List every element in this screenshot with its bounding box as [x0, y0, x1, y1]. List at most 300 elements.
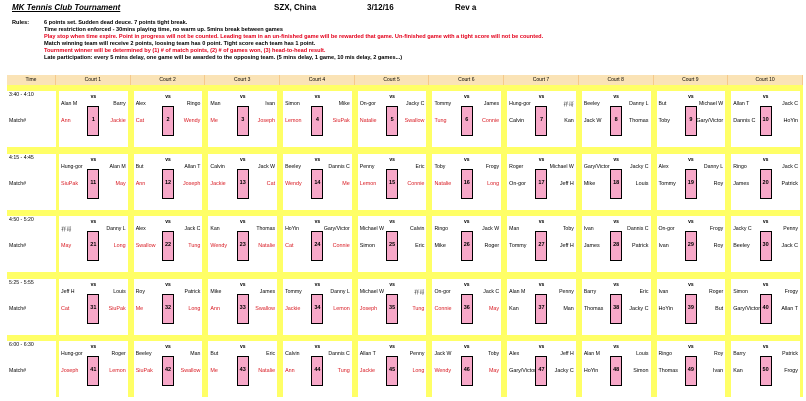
match-number: 50 — [762, 366, 769, 373]
player-home-2: Ann — [210, 305, 220, 312]
match-number-box — [386, 294, 398, 324]
player-away-1: Dannis C — [328, 350, 350, 357]
match-cell — [131, 341, 206, 397]
player-away-2: Roy — [713, 243, 724, 250]
match-number-box — [237, 231, 249, 261]
player-away-1: Eric — [266, 350, 276, 357]
player-away-2: Patrick — [632, 243, 649, 250]
player-away-1: Frogy — [784, 288, 798, 295]
match-number-box — [311, 231, 323, 261]
match-number: 17 — [538, 179, 545, 186]
vs-label: vs — [389, 343, 395, 350]
player-home-2: Lemon — [285, 118, 302, 125]
player-away-2: Natalie — [258, 243, 276, 250]
match-top — [731, 343, 800, 351]
player-home-1: Roy — [135, 288, 145, 295]
player-away-2: Roger — [484, 243, 500, 250]
player-home-2: Simon — [359, 243, 376, 250]
player-away-2: Jacky C — [554, 367, 574, 374]
match-top — [432, 156, 501, 164]
match-top — [134, 156, 203, 164]
match-number: 38 — [613, 304, 620, 311]
match-number-box — [610, 231, 622, 261]
match-top — [582, 343, 651, 351]
match-number: 16 — [463, 179, 470, 186]
match-number-box — [162, 231, 174, 261]
time-slot-row — [7, 154, 803, 210]
vs-label: vs — [464, 219, 470, 226]
vs-label: vs — [762, 281, 769, 288]
player-home-1: Beeley — [583, 101, 600, 108]
revision-label: Rev a — [455, 3, 477, 12]
match-number: 45 — [389, 366, 396, 373]
vs-label: vs — [464, 94, 470, 101]
match-number: 18 — [613, 179, 620, 186]
match-top — [507, 218, 576, 226]
match-number: 40 — [762, 304, 769, 311]
vs-label: vs — [165, 281, 171, 288]
player-home-2: Cat — [61, 305, 70, 312]
player-home-2: Mike — [434, 243, 446, 250]
match-number: 29 — [687, 242, 694, 249]
match-top — [59, 93, 128, 101]
player-home-1: Barry — [583, 288, 597, 295]
match-number: 41 — [90, 366, 97, 373]
player-away-2: Ivan — [712, 367, 724, 374]
player-away-2: Joseph — [182, 180, 201, 187]
player-away-1: Barry — [113, 101, 126, 108]
player-away-2: Natalie — [258, 367, 276, 374]
player-away-1: James — [483, 101, 500, 108]
player-home-1: Simon — [733, 288, 748, 295]
match-cell — [429, 216, 504, 272]
match-top — [507, 281, 576, 289]
player-home-2: On-gor — [509, 180, 526, 187]
player-away-1: Penny — [559, 288, 574, 295]
match-cell — [56, 216, 131, 272]
player-away-2: Long — [113, 243, 126, 250]
match-cell — [131, 154, 206, 210]
match-top — [59, 218, 128, 226]
match-top — [432, 93, 501, 101]
match-number: 20 — [762, 179, 769, 186]
match-cell — [579, 91, 654, 147]
match-number: 28 — [613, 242, 620, 249]
player-home-1: Beeley — [135, 350, 152, 357]
match-cell — [504, 91, 579, 147]
match-number: 26 — [463, 242, 470, 249]
player-away-2: Swallow — [180, 367, 201, 374]
match-top — [134, 93, 203, 101]
vs-label: vs — [239, 219, 246, 226]
player-away-2: SiuPak — [108, 305, 126, 312]
vs-label: vs — [239, 343, 246, 350]
match-cell — [205, 216, 280, 272]
schedule-grid — [7, 75, 803, 397]
match-number-box — [461, 169, 473, 199]
match-top — [432, 343, 501, 351]
player-away-2: Lemon — [109, 367, 126, 374]
match-top — [507, 156, 576, 164]
match-top — [208, 343, 277, 351]
player-away-2: May — [488, 305, 500, 312]
player-away-2: HoYin — [783, 118, 798, 125]
match-number-box — [87, 356, 99, 386]
player-home-2: Thomas — [583, 305, 604, 312]
rule-line: Time restriction enforced - 30mins playing time, no warm up. 5mins break between games — [44, 26, 283, 33]
player-home-1: But — [658, 101, 667, 108]
player-away-1: Ringo — [186, 101, 201, 108]
match-number: 7 — [539, 117, 543, 124]
player-away-2: Lemon — [333, 305, 350, 312]
match-top — [507, 93, 576, 101]
vs-label: vs — [464, 281, 470, 288]
court-header: Court 8 — [579, 75, 654, 85]
match-number-box — [162, 169, 174, 199]
player-home-2: Thomas — [658, 367, 678, 374]
match-number: 13 — [239, 179, 246, 186]
player-home-2: Ann — [61, 118, 71, 125]
player-away-1: Allan T — [184, 163, 201, 170]
player-away-1: Danny L — [629, 101, 649, 108]
player-home-1: Jeff H — [61, 288, 75, 295]
match-top — [432, 281, 501, 289]
player-away-1: Eric — [639, 288, 649, 295]
match-number: 35 — [389, 304, 396, 311]
match-top — [731, 93, 800, 101]
player-home-2: Mike — [583, 180, 596, 187]
player-home-2: Wendy — [434, 367, 452, 374]
match-top — [208, 156, 277, 164]
player-away-2: Wendy — [183, 118, 201, 125]
vs-label: vs — [90, 219, 97, 226]
player-home-1: But — [210, 350, 219, 357]
time-slot-row — [7, 341, 803, 397]
match-cell — [579, 279, 654, 335]
tournament-title: MK Tennis Club Tournament — [12, 3, 121, 12]
vs-label: vs — [389, 281, 395, 288]
player-home-2: Ann — [135, 180, 146, 187]
court-header: Court 2 — [131, 75, 206, 85]
court-header: Court 9 — [654, 75, 729, 85]
player-away-1: Roger — [111, 350, 126, 357]
match-number-box — [760, 169, 772, 199]
player-home-2: Kan — [733, 367, 743, 374]
player-home-1: Hung-gor — [509, 101, 531, 108]
player-home-1: Alex — [658, 163, 669, 170]
player-away-2: Eric — [415, 243, 425, 250]
time-slot-label: 3:40 - 4:10 — [9, 92, 34, 99]
match-number: 4 — [315, 117, 319, 124]
vs-label: vs — [90, 281, 97, 288]
player-away-1: Mike — [338, 101, 350, 108]
player-away-1: Frogy — [709, 226, 724, 233]
vs-label: vs — [762, 156, 769, 163]
match-number-box — [162, 106, 174, 136]
player-home-2: Calvin — [509, 118, 525, 125]
time-slot-row — [7, 279, 803, 335]
player-home-2: SiuPak — [61, 180, 79, 187]
match-cell — [56, 91, 131, 147]
match-cell — [131, 216, 206, 272]
match-cell — [504, 216, 579, 272]
match-top — [358, 156, 427, 164]
match-number-box — [685, 169, 697, 199]
match-number-box — [535, 294, 547, 324]
court-header: Court 1 — [56, 75, 131, 85]
match-number: 11 — [90, 179, 97, 186]
player-home-1: Michael W — [359, 288, 384, 295]
player-home-1: Jack W — [434, 350, 452, 357]
match-top — [59, 281, 128, 289]
location-label: SZX, China — [274, 3, 317, 12]
player-home-2: James — [733, 180, 750, 187]
vs-label: vs — [762, 219, 769, 226]
time-column-header: Time — [7, 75, 56, 85]
vs-label: vs — [314, 219, 321, 226]
vs-label: vs — [613, 156, 619, 163]
player-away-2: May — [488, 367, 500, 374]
player-away-1: Louis — [636, 350, 649, 357]
match-number-label: Match# — [9, 118, 27, 125]
match-number: 49 — [687, 366, 694, 373]
match-number-box — [162, 294, 174, 324]
match-number-box — [760, 231, 772, 261]
vs-label: vs — [239, 94, 246, 101]
match-cell — [131, 91, 206, 147]
match-top — [358, 93, 427, 101]
rule-line: 6 points set. Sudden dead deuce. 7 points tight break. — [44, 20, 188, 26]
match-cell — [355, 154, 430, 210]
match-number-box — [162, 356, 174, 386]
match-cell — [280, 91, 355, 147]
player-home-1: 祥哥 — [61, 227, 72, 234]
player-home-1: Alan M — [583, 350, 600, 357]
player-home-2: Natalie — [359, 118, 377, 125]
time-slot-label: 4:15 - 4:45 — [9, 154, 34, 161]
player-home-1: On-gor — [434, 288, 451, 295]
vs-label: vs — [314, 156, 321, 163]
vs-label: vs — [538, 281, 545, 288]
vs-label: vs — [239, 281, 246, 288]
match-cell — [654, 91, 729, 147]
player-home-1: Tommy — [434, 101, 452, 108]
match-cell — [205, 279, 280, 335]
rules-label: Rules: — [12, 20, 30, 26]
match-number: 31 — [90, 304, 97, 311]
match-cell — [280, 279, 355, 335]
vs-label: vs — [90, 343, 97, 350]
player-away-2: Jacky C — [629, 305, 649, 312]
match-number-box — [311, 294, 323, 324]
match-cell — [131, 279, 206, 335]
player-home-1: Kan — [210, 226, 220, 233]
player-away-2: Man — [563, 305, 574, 312]
player-home-1: Alan M — [509, 288, 526, 295]
player-away-1: Frogy — [485, 163, 500, 170]
player-away-1: Jack C — [483, 288, 500, 295]
vs-label: vs — [464, 343, 470, 350]
match-number: 32 — [164, 304, 172, 311]
player-away-2: May — [115, 180, 126, 187]
match-number: 24 — [314, 242, 321, 249]
match-number: 33 — [239, 304, 246, 311]
player-away-1: James — [259, 288, 276, 295]
player-away-1: Roy — [713, 350, 724, 357]
match-number-label: Match# — [9, 367, 27, 374]
match-cell — [56, 154, 131, 210]
player-away-2: Simon — [633, 367, 649, 374]
match-top — [657, 218, 726, 226]
match-top — [134, 218, 203, 226]
match-top — [657, 343, 726, 351]
match-cell — [429, 341, 504, 397]
time-slot-label: 4:50 - 5:20 — [9, 217, 34, 224]
player-home-2: Dannis C — [733, 118, 756, 125]
match-cell — [504, 279, 579, 335]
player-away-1: Patrick — [184, 288, 201, 295]
match-cell — [355, 91, 430, 147]
vs-label: vs — [314, 94, 321, 101]
player-home-1: Man — [509, 226, 520, 233]
match-cell — [355, 216, 430, 272]
match-number: 47 — [538, 366, 545, 373]
match-number: 19 — [687, 179, 694, 186]
match-number: 37 — [538, 304, 545, 311]
match-number: 10 — [762, 117, 769, 124]
player-away-2: Jackie — [110, 118, 126, 125]
schedule-table — [7, 75, 803, 397]
match-number: 15 — [389, 179, 396, 186]
match-number-box — [311, 356, 323, 386]
time-slot-row — [7, 91, 803, 147]
player-home-2: Tung — [434, 118, 447, 125]
match-number-box — [535, 231, 547, 261]
match-number-box — [237, 169, 249, 199]
player-away-1: Toby — [488, 350, 500, 357]
match-number: 3 — [241, 117, 245, 124]
match-top — [358, 281, 427, 289]
player-away-1: Louis — [113, 288, 126, 295]
match-number-label: Match# — [9, 305, 27, 312]
player-home-1: Mike — [210, 288, 222, 295]
match-cell — [654, 154, 729, 210]
match-number-box — [386, 169, 398, 199]
match-number: 1 — [91, 117, 95, 124]
court-header: Court 7 — [504, 75, 579, 85]
schedule-header-row — [7, 75, 803, 85]
player-home-2: Gary/Victor — [509, 367, 536, 374]
match-cell — [654, 216, 729, 272]
match-number: 23 — [239, 242, 246, 249]
match-number-box — [237, 356, 249, 386]
match-cell — [579, 216, 654, 272]
player-away-2: Jeff H — [559, 243, 574, 250]
match-cell — [56, 341, 131, 397]
player-away-1: Man — [190, 350, 201, 357]
player-away-1: Jack W — [482, 226, 500, 233]
time-slot-label: 6:00 - 6:30 — [9, 341, 34, 348]
player-away-1: Danny L — [703, 163, 724, 170]
vs-label: vs — [90, 156, 97, 163]
player-away-1: Danny L — [330, 288, 350, 295]
time-slot-label: 5:25 - 5:55 — [9, 279, 34, 286]
match-number: 14 — [314, 179, 321, 186]
match-top — [134, 281, 203, 289]
player-home-2: Jackie — [210, 180, 226, 187]
player-away-2: Long — [412, 367, 425, 374]
match-number-box — [386, 231, 398, 261]
vs-label: vs — [314, 343, 321, 350]
match-top — [358, 218, 427, 226]
court-header: Court 6 — [429, 75, 504, 85]
player-away-2: Tung — [188, 243, 201, 250]
player-away-1: Jack C — [782, 101, 798, 108]
vs-label: vs — [688, 219, 694, 226]
player-home-1: But — [135, 163, 144, 170]
player-away-1: Dannis C — [627, 226, 649, 233]
match-number: 34 — [314, 304, 321, 311]
match-cell — [280, 216, 355, 272]
player-home-1: On-gor — [658, 226, 675, 233]
match-number-box — [610, 356, 622, 386]
player-home-2: Jack W — [583, 118, 602, 125]
match-number-box — [311, 106, 323, 136]
match-cell — [280, 341, 355, 397]
vs-label: vs — [389, 94, 395, 101]
vs-label: vs — [389, 219, 395, 226]
player-home-1: Ringo — [434, 226, 448, 233]
match-cell — [205, 154, 280, 210]
player-home-2: SiuPak — [135, 367, 153, 374]
match-number: 21 — [90, 242, 97, 249]
match-cell — [205, 91, 280, 147]
player-home-2: Beeley — [733, 243, 750, 250]
player-home-1: Man — [210, 101, 221, 108]
match-number: 46 — [463, 366, 470, 373]
time-slot-row — [7, 216, 803, 272]
player-away-2: Connie — [332, 243, 350, 250]
vs-label: vs — [538, 156, 545, 163]
match-top — [657, 93, 726, 101]
vs-label: vs — [239, 156, 246, 163]
match-top — [731, 218, 800, 226]
player-away-2: Joseph — [257, 118, 276, 125]
player-home-2: HoYin — [583, 367, 599, 374]
player-home-1: HoYin — [285, 226, 299, 233]
date-label: 3/12/16 — [367, 3, 394, 12]
player-away-2: Roy — [713, 180, 724, 187]
player-away-1: Alan M — [109, 163, 126, 170]
vs-label: vs — [762, 94, 769, 101]
match-number-box — [610, 106, 622, 136]
player-away-2: Cat — [266, 180, 276, 187]
match-top — [657, 281, 726, 289]
player-away-1: Roger — [709, 288, 724, 295]
match-top — [731, 156, 800, 164]
player-away-2: Jack C — [781, 243, 798, 250]
time-cell — [7, 216, 56, 272]
match-number: 2 — [166, 117, 170, 124]
match-cell — [728, 279, 803, 335]
player-away-2: SiuPak — [332, 118, 350, 125]
match-number: 8 — [614, 117, 618, 124]
match-number: 27 — [538, 242, 545, 249]
court-header: Court 10 — [728, 75, 803, 85]
player-home-2: Tommy — [509, 243, 527, 250]
vs-label: vs — [538, 94, 545, 101]
match-cell — [429, 279, 504, 335]
